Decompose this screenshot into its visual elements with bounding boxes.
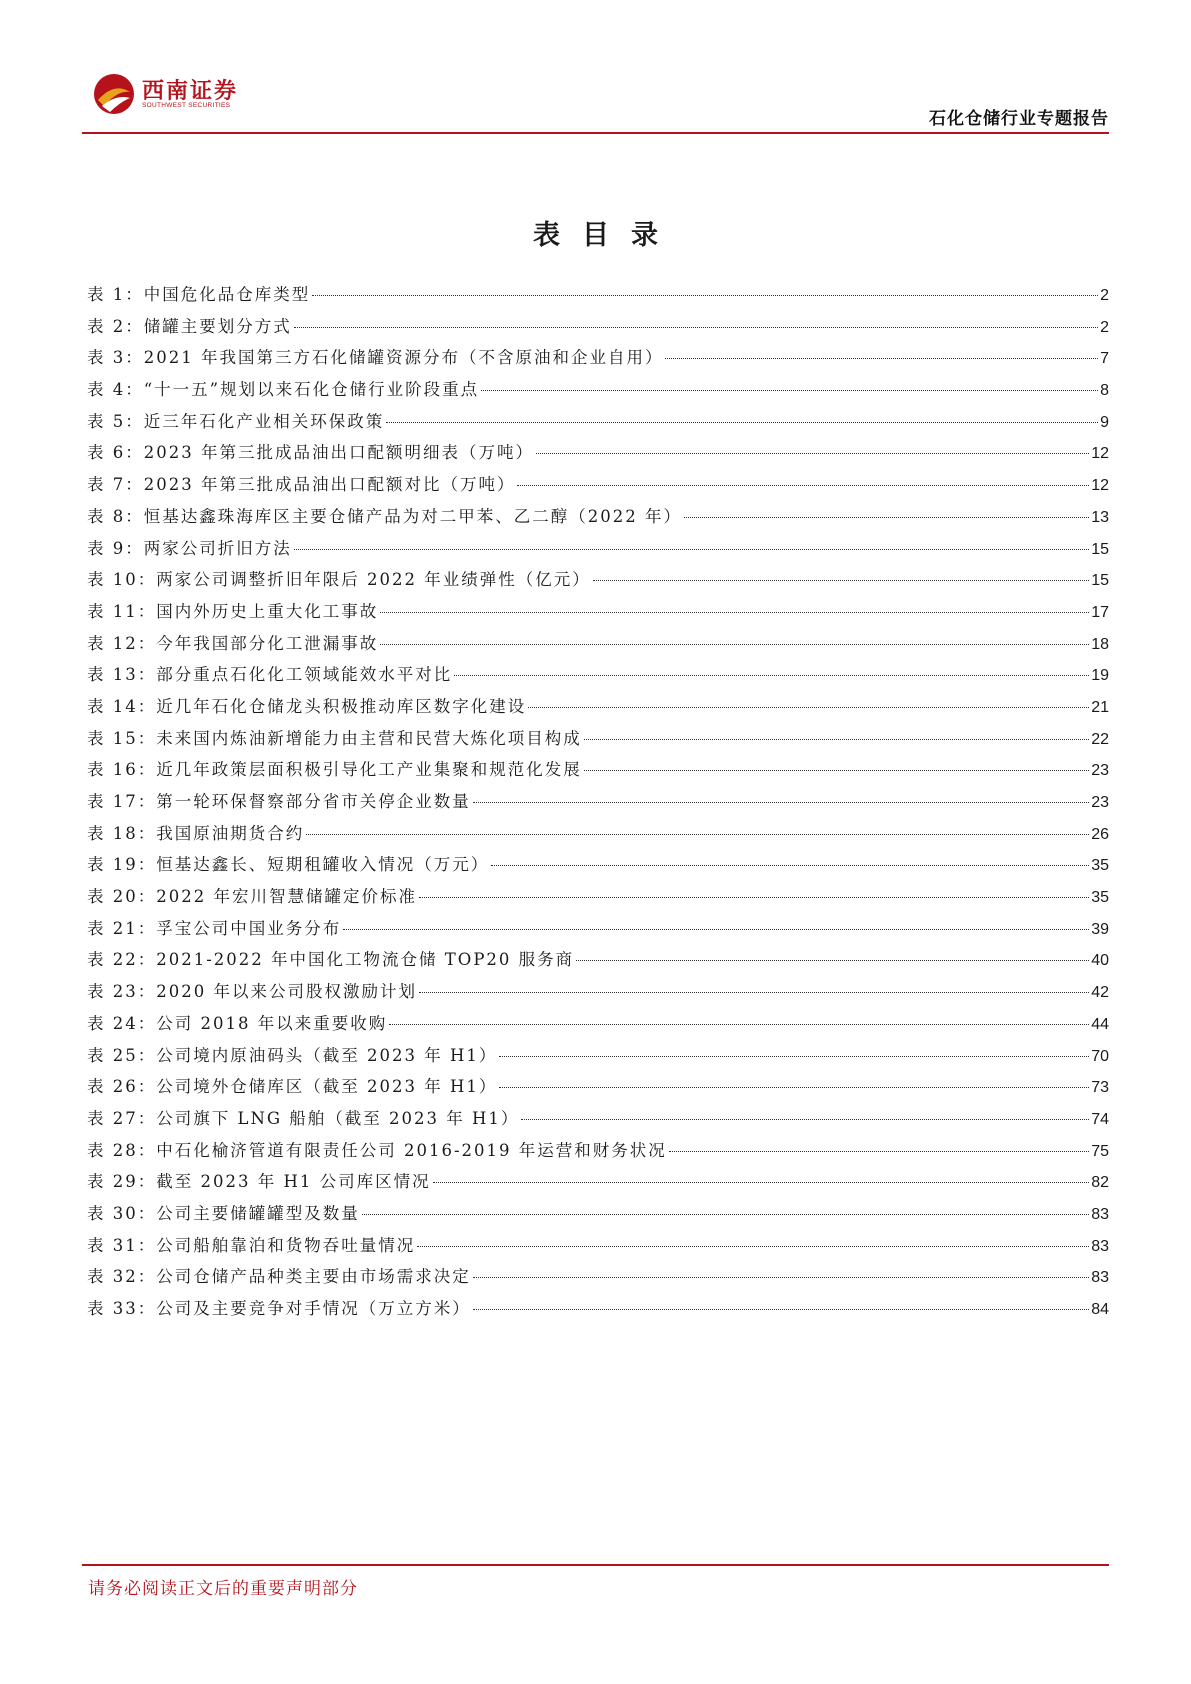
toc-entry-label: 表 24：公司 2018 年以来重要收购 [87, 1013, 388, 1033]
toc-entry-page: 82 [1091, 1174, 1109, 1192]
toc-entry[interactable] [87, 756, 1109, 788]
toc-entry-page: 74 [1091, 1110, 1109, 1128]
toc-entry-page: 13 [1091, 508, 1109, 526]
toc-leader-dots [521, 1119, 1089, 1120]
toc-leader-dots [528, 707, 1089, 708]
brand-name-en: SOUTHWEST SECURITIES [142, 102, 231, 109]
toc-entry[interactable] [87, 313, 1109, 345]
toc-leader-dots [380, 644, 1089, 645]
toc-entry[interactable] [87, 883, 1109, 915]
toc-entry[interactable] [87, 1105, 1109, 1137]
toc-entry[interactable] [87, 1200, 1109, 1232]
toc-leader-dots [306, 834, 1089, 835]
toc-leader-dots [584, 770, 1089, 771]
toc-leader-dots [481, 390, 1098, 391]
toc-entry-label: 表 31：公司船舶靠泊和货物吞吐量情况 [87, 1235, 416, 1255]
toc-entry-page: 23 [1091, 762, 1109, 780]
toc-leader-dots [343, 929, 1089, 930]
toc-leader-dots [536, 453, 1089, 454]
toc-entry-page: 83 [1091, 1205, 1109, 1223]
toc-entry-page: 83 [1091, 1269, 1109, 1287]
toc-entry-label: 表 13：部分重点石化化工领域能效水平对比 [87, 665, 453, 685]
toc-entry-page: 12 [1091, 445, 1109, 463]
toc-leader-dots [473, 802, 1089, 803]
toc-entry-label: 表 28：中石化榆济管道有限责任公司 2016-2019 年运营和财务状况 [87, 1140, 667, 1160]
brand-name-cn: 西南证券 [142, 78, 239, 104]
toc-entry[interactable] [87, 630, 1109, 662]
toc-entry-label: 表 20：2022 年宏川智慧储罐定价标准 [87, 887, 417, 907]
toc-entry-page: 44 [1091, 1015, 1109, 1033]
toc-entry[interactable] [87, 281, 1109, 313]
toc-entry-page: 9 [1100, 413, 1109, 431]
toc-entry-label: 表 23：2020 年以来公司股权激励计划 [87, 982, 417, 1002]
toc-leader-dots [294, 549, 1089, 550]
toc-leader-dots [362, 1214, 1089, 1215]
toc-entry[interactable] [87, 1010, 1109, 1042]
toc-entry-page: 15 [1091, 540, 1109, 558]
toc-entry[interactable] [87, 439, 1109, 471]
toc-leader-dots [517, 485, 1089, 486]
toc-entry-label: 表 21：孚宝公司中国业务分布 [87, 918, 342, 938]
toc-entry-page: 21 [1091, 698, 1109, 716]
toc-entry-label: 表 12：今年我国部分化工泄漏事故 [87, 633, 379, 653]
toc-entry-label: 表 16：近几年政策层面积极引导化工产业集聚和规范化发展 [87, 760, 582, 780]
toc-entry-page: 15 [1091, 572, 1109, 590]
toc-entry[interactable] [87, 471, 1109, 503]
toc-leader-dots [593, 580, 1089, 581]
toc-leader-dots [433, 1182, 1090, 1183]
header-divider [82, 132, 1109, 134]
toc-leader-dots [576, 960, 1089, 961]
toc-entry-page: 39 [1091, 920, 1109, 938]
toc-entry-page: 7 [1100, 350, 1109, 368]
toc-leader-dots [312, 295, 1098, 296]
toc-entry-page: 26 [1091, 825, 1109, 843]
toc-entry-label: 表 14：近几年石化仓储龙头积极推动库区数字化建设 [87, 696, 527, 716]
toc-entry[interactable] [87, 535, 1109, 567]
toc-entry[interactable] [87, 1295, 1109, 1327]
toc-entry[interactable] [87, 598, 1109, 630]
toc-leader-dots [389, 1024, 1089, 1025]
toc-entry-label: 表 10：两家公司调整折旧年限后 2022 年业绩弹性（亿元） [87, 570, 591, 590]
report-title: 石化仓储行业专题报告 [929, 109, 1109, 129]
toc-entry[interactable] [87, 1042, 1109, 1074]
disclaimer-note: 请务必阅读正文后的重要声明部分 [88, 1579, 358, 1599]
toc-entry[interactable] [87, 661, 1109, 693]
toc-entry-page: 42 [1091, 984, 1109, 1002]
footer-divider [82, 1564, 1109, 1566]
toc-entry-page: 23 [1091, 794, 1109, 811]
toc-leader-dots [294, 327, 1098, 328]
toc-leader-dots [386, 422, 1098, 423]
toc-leader-dots [380, 612, 1089, 613]
toc-leader-dots [417, 1246, 1089, 1247]
toc-entry[interactable] [87, 693, 1109, 725]
toc-leader-dots [473, 1309, 1089, 1310]
toc-entry[interactable] [87, 1168, 1109, 1200]
toc-entry-label: 表 15：未来国内炼油新增能力由主营和民营大炼化项目构成 [87, 728, 582, 748]
toc-entry[interactable] [87, 1232, 1109, 1264]
toc-entry-label: 表 22：2021-2022 年中国化工物流仓储 TOP20 服务商 [87, 950, 575, 970]
toc-entry-label: 表 5：近三年石化产业相关环保政策 [87, 411, 385, 431]
toc-leader-dots [499, 1087, 1089, 1088]
toc-leader-dots [499, 1056, 1089, 1057]
toc-entry-page: 8 [1100, 382, 1109, 400]
toc-entry[interactable] [87, 820, 1109, 852]
toc-entry-page: 75 [1091, 1142, 1109, 1160]
toc-entry[interactable] [87, 946, 1109, 978]
toc-entry[interactable] [87, 376, 1109, 408]
toc-leader-dots [454, 675, 1089, 676]
toc-entry[interactable] [87, 1073, 1109, 1105]
toc-entry-label: 表 6：2023 年第三批成品油出口配额明细表（万吨） [87, 443, 534, 463]
toc-entry-page: 40 [1091, 952, 1109, 970]
toc-leader-dots [665, 358, 1098, 359]
toc-entry-label: 表 9：两家公司折旧方法 [87, 538, 292, 558]
toc-title: 表目录 [533, 220, 680, 251]
toc-entry-label: 表 8：恒基达鑫珠海库区主要仓储产品为对二甲苯、乙二醇（2022 年） [87, 506, 682, 526]
toc-leader-dots [584, 739, 1089, 740]
toc-entry[interactable] [87, 851, 1109, 883]
toc-entry-page: 2 [1100, 287, 1109, 304]
toc-leader-dots [684, 517, 1089, 518]
table-of-contents [87, 281, 1109, 1327]
toc-entry-label: 表 25：公司境内原油码头（截至 2023 年 H1） [87, 1045, 498, 1065]
toc-entry-label: 表 1：中国危化品仓库类型 [87, 285, 311, 304]
toc-entry[interactable] [87, 1137, 1109, 1169]
toc-entry-label: 表 11：国内外历史上重大化工事故 [87, 601, 379, 621]
toc-entry-page: 35 [1091, 857, 1109, 875]
toc-entry-page: 84 [1091, 1301, 1109, 1318]
toc-entry-label: 表 17：第一轮环保督察部分省市关停企业数量 [87, 792, 471, 811]
toc-entry-label: 表 4：“十一五”规划以来石化仓储行业阶段重点 [87, 380, 480, 400]
toc-entry-page: 83 [1091, 1237, 1109, 1255]
toc-entry[interactable] [87, 978, 1109, 1010]
toc-entry-page: 73 [1091, 1079, 1109, 1097]
toc-entry[interactable] [87, 503, 1109, 535]
toc-entry-label: 表 27：公司旗下 LNG 船舶（截至 2023 年 H1） [87, 1108, 520, 1128]
toc-entry-label: 表 7：2023 年第三批成品油出口配额对比（万吨） [87, 475, 516, 495]
toc-entry-label: 表 3：2021 年我国第三方石化储罐资源分布（不含原油和企业自用） [87, 348, 664, 368]
toc-entry-label: 表 19：恒基达鑫长、短期租罐收入情况（万元） [87, 855, 490, 875]
toc-entry-page: 18 [1091, 635, 1109, 653]
toc-entry-label: 表 26：公司境外仓储库区（截至 2023 年 H1） [87, 1077, 498, 1097]
toc-entry-page: 19 [1091, 667, 1109, 685]
toc-entry-page: 2 [1100, 318, 1109, 336]
toc-entry[interactable] [87, 1263, 1109, 1295]
toc-entry-label: 表 29：截至 2023 年 H1 公司库区情况 [87, 1172, 431, 1192]
toc-entry[interactable] [87, 725, 1109, 757]
toc-entry-label: 表 2：储罐主要划分方式 [87, 316, 292, 336]
toc-entry-page: 17 [1091, 603, 1109, 621]
logo-emblem-icon [92, 72, 136, 116]
toc-entry-label: 表 33：公司及主要竞争对手情况（万立方米） [87, 1299, 471, 1318]
toc-entry-page: 22 [1091, 730, 1109, 748]
toc-entry[interactable] [87, 344, 1109, 376]
toc-entry-page: 35 [1091, 889, 1109, 907]
toc-leader-dots [419, 897, 1089, 898]
toc-entry-label: 表 30：公司主要储罐罐型及数量 [87, 1203, 360, 1223]
toc-entry-label: 表 18：我国原油期货合约 [87, 823, 305, 843]
toc-leader-dots [419, 992, 1089, 993]
brand-logo [92, 72, 252, 118]
toc-entry[interactable] [87, 788, 1109, 820]
toc-entry[interactable] [87, 408, 1109, 440]
toc-leader-dots [669, 1151, 1089, 1152]
toc-entry-page: 70 [1091, 1047, 1109, 1065]
toc-entry-label: 表 32：公司仓储产品种类主要由市场需求决定 [87, 1267, 471, 1287]
toc-entry[interactable] [87, 566, 1109, 598]
toc-entry[interactable] [87, 915, 1109, 947]
toc-leader-dots [491, 865, 1089, 866]
toc-leader-dots [473, 1277, 1089, 1278]
toc-entry-page: 12 [1091, 477, 1109, 495]
